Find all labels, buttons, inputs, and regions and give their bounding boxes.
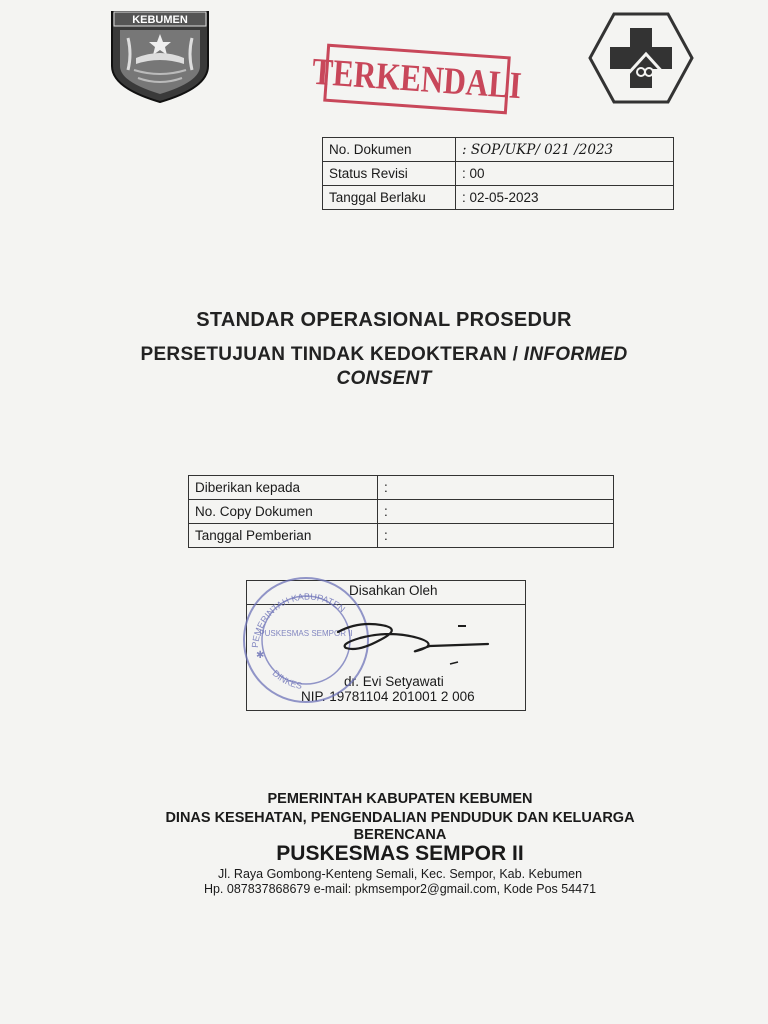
given-to-label: Diberikan kepada [189,476,378,500]
svg-text:DINKES [271,668,303,691]
effective-date-label: Tanggal Berlaku [323,186,456,210]
footer-address: Jl. Raya Gombong-Kenteng Semali, Kec. Sempor, Kab. Kebumen [217,867,583,881]
terkendali-stamp: TERKENDALI [323,44,511,115]
copy-number-label: No. Copy Dokumen [189,500,378,524]
procedure-title [0,343,768,391]
puskesmas-logo-icon [586,10,696,106]
effective-date-value: : 02-05-2023 [456,186,674,210]
revision-status-label: Status Revisi [323,162,456,186]
approval-header: Disahkan Oleh [247,581,525,605]
table-row [189,500,614,524]
table-row [189,476,614,500]
seal-text: PEMERINTAH KABUPATEN [249,591,348,649]
signature-icon [320,612,500,668]
table-row [189,524,614,548]
procedure-title-italic: INFORMED [523,344,628,365]
document-info-table [322,137,674,210]
footer-puskesmas-name: PUSKESMAS SEMPOR II [276,842,524,865]
doc-number-label: No. Dokumen [323,138,456,162]
svg-text:✱: ✱ [256,650,265,661]
approver-nip: NIP. 19781104 201001 2 006 [301,689,475,704]
sop-title: STANDAR OPERASIONAL PROSEDUR [196,309,572,331]
seal-bottom-text: DINKES [270,668,304,692]
procedure-title-line3: CONSENT [336,368,432,389]
procedure-title-main: PERSETUJUAN TINDAK KEDOKTERAN / [140,344,524,365]
footer-government: PEMERINTAH KABUPATEN KEBUMEN [267,791,533,807]
footer-contact: Hp. 087837868679 e-mail: pkmsempor2@gmail.com, Kode Pos 54471 [203,882,597,896]
copy-number-value: : [378,500,614,524]
revision-status-value: : 00 [456,162,674,186]
given-to-value: : [378,476,614,500]
seal-center-text: PUSKESMAS SEMPOR II [259,629,353,638]
issue-date-value: : [378,524,614,548]
issue-date-label: Tanggal Pemberian [189,524,378,548]
approver-name: dr. Evi Setyawati [344,674,444,689]
distribution-table [188,475,614,548]
kebumen-emblem-icon [106,8,214,104]
table-row [323,138,674,162]
table-row [323,162,674,186]
doc-number-value: : SOP/UKP/ 021 /2023 [456,138,674,162]
emblem-text: KEBUMEN [132,14,188,26]
footer-department-cont: BERENCANA [353,827,447,843]
table-row [323,186,674,210]
footer-department: DINAS KESEHATAN, PENGENDALIAN PENDUDUK DAN KELUARGA [165,810,635,826]
